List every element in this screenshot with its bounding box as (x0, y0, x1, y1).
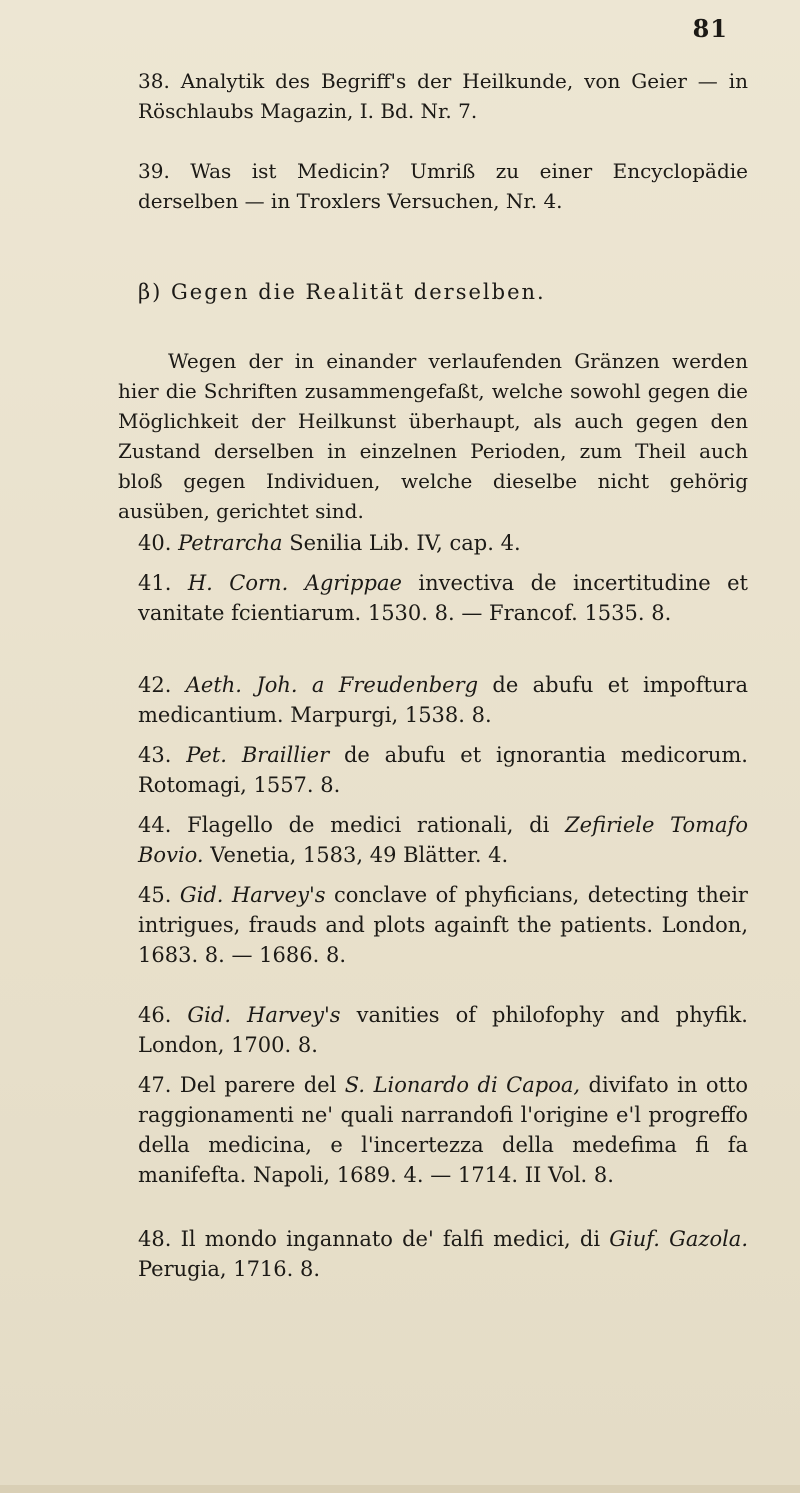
entry-text: divifato in otto raggionamenti ne' quali narrandofi l'origine e'l progreffo della medicina, e l'incertezza della medefima fi fa manifefta. Napoli, 1689. 4. — 1714. II Vol. 8. (138, 1073, 748, 1187)
entry-number: 44. (138, 813, 172, 837)
section-heading: β) Gegen die Realität derselben. (138, 280, 546, 304)
entry-number: 45. (138, 883, 172, 907)
entry-number: 43. (138, 743, 172, 767)
entry-author: Pet. Braillier (186, 743, 330, 767)
entry-number: 41. (138, 571, 172, 595)
entry-author: Gid. Harvey's (187, 1003, 341, 1027)
bibliography-entry-48 (118, 1224, 748, 1284)
bibliography-entry-43 (118, 740, 748, 800)
section-note (118, 346, 748, 526)
bibliography-entry-39 (118, 156, 748, 216)
bibliography-entry-45 (118, 880, 748, 970)
entry-text: Analytik des Begriff's der Heilkunde, von Geier — in Röschlaubs Magazin, I. Bd. Nr. 7. (138, 69, 748, 123)
entry-author: H. Corn. Agrippae (187, 571, 402, 595)
entry-number: 46. (138, 1003, 172, 1027)
page-edge (0, 1485, 800, 1493)
entry-number: 42. (138, 673, 172, 697)
entry-text: de abufu et ignorantia medicorum. Rotomagi, 1557. 8. (138, 743, 748, 797)
entry-text: invectiva de incertitudine et vanitate fcientiarum. 1530. 8. — Francof. 1535. 8. (138, 571, 748, 625)
entry-number: 38. (138, 69, 170, 93)
entry-number: 47. (138, 1073, 172, 1097)
entry-prefix: Flagello de medici rationali, di (187, 813, 566, 837)
entry-text: Venetia, 1583, 49 Blätter. 4. (203, 843, 509, 867)
entry-number: 40. (138, 531, 172, 555)
bibliography-entry-44 (118, 810, 748, 870)
entry-author: Giuf. Gazola. (609, 1227, 748, 1251)
entry-author: Petrarcha (178, 531, 283, 555)
entry-text: vanities of philofophy and phyfik. London, 1700. 8. (138, 1003, 748, 1057)
entry-number: 39. (138, 159, 170, 183)
entry-author: S. Lionardo di Capoa, (344, 1073, 581, 1097)
entry-author: Aeth. Joh. a Freudenberg (185, 673, 479, 697)
bibliography-entry-38 (118, 66, 748, 126)
entry-number: 48. (138, 1227, 172, 1251)
entry-author: Gid. Harvey's (179, 883, 326, 907)
bibliography-entry-47 (118, 1070, 748, 1190)
bibliography-entry-46 (118, 1000, 748, 1060)
entry-text: Senilia Lib. IV, cap. 4. (282, 531, 521, 555)
entry-prefix: Il mondo ingannato de' falfi medici, di (180, 1227, 610, 1251)
bibliography-entry-42 (118, 670, 748, 730)
entry-author: Zefiriele Tomafo Bovio. (138, 813, 748, 867)
entry-text: Was ist Medicin? Umriß zu einer Encyclopädie derselben — in Troxlers Versuchen, Nr. 4. (138, 159, 749, 213)
bibliography-entry-41 (118, 568, 748, 628)
entry-text: conclave of phyficians, detecting their intrigues, frauds and plots againft the patients. London, 1683. 8. — 1686. 8. (138, 883, 748, 967)
entry-text: Perugia, 1716. 8. (138, 1257, 321, 1281)
note-text: Wegen der in einander verlaufenden Gränzen werden hier die Schriften zusammengefaßt, welche sowohl gegen die Möglichkeit der Heilkunst überhaupt, als auch gegen den Zustand derselben in einzelnen Perioden, zum Theil auch bloß gegen Individuen, welche dieselbe nicht gehörig ausüben, gerichtet sind. (118, 349, 748, 523)
bibliography-entry-40 (118, 528, 748, 558)
entry-text: de abufu et impoftura medicantium. Marpurgi, 1538. 8. (138, 673, 748, 727)
entry-prefix: Del parere del (179, 1073, 345, 1097)
page-number: 81 (692, 14, 728, 43)
